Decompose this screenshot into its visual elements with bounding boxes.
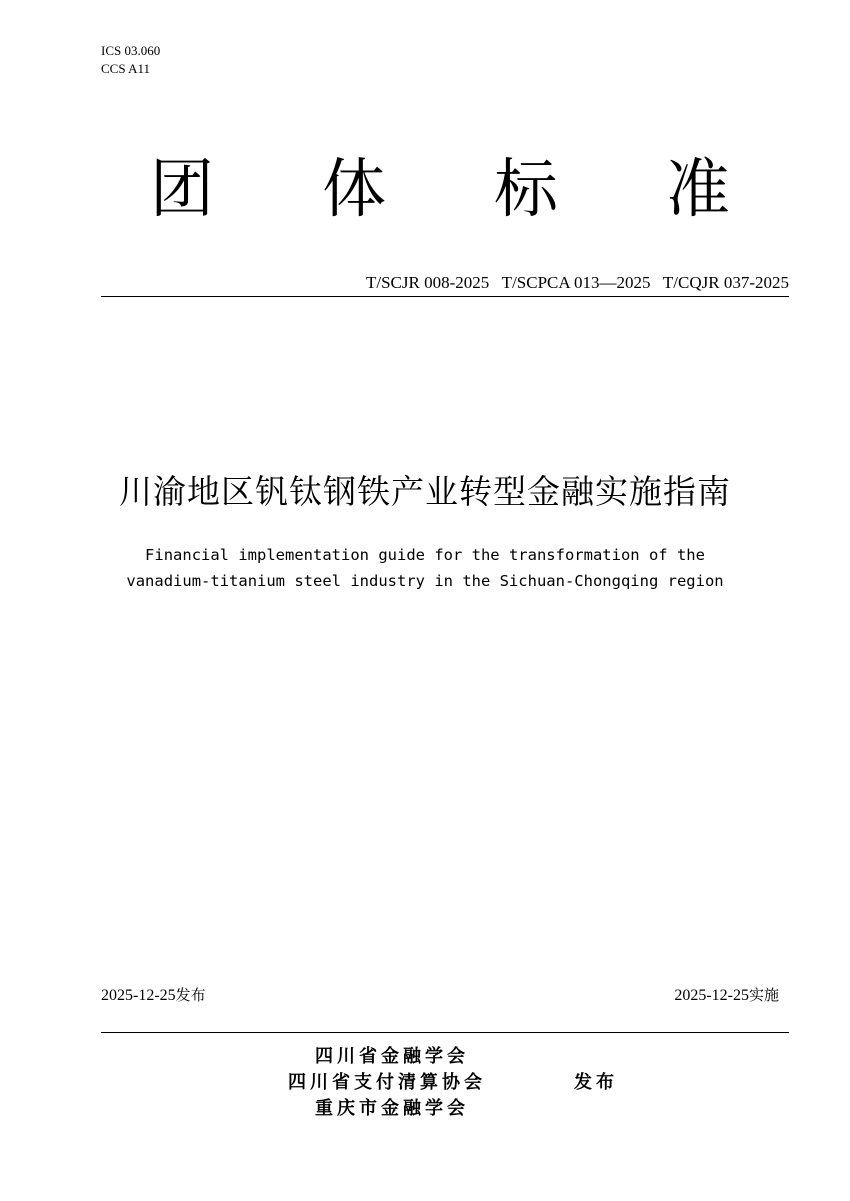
publisher-name: 四川省支付清算协会	[288, 1072, 486, 1093]
implementation-date-value: 2025-12-25	[674, 987, 749, 1004]
publisher-name: 四川省金融学会	[315, 1046, 469, 1067]
document-type-heading	[0, 152, 850, 232]
issue-date-value: 2025-12-25	[101, 987, 176, 1004]
classification-codes	[101, 42, 160, 78]
top-divider	[101, 296, 789, 297]
bottom-divider	[101, 1032, 789, 1033]
ccs-code: CCS A11	[101, 61, 151, 76]
issue-date-label: 发布	[175, 986, 206, 1004]
publisher-name: 重庆市金融学会	[315, 1098, 469, 1119]
doc-type-char: 准	[666, 153, 730, 227]
doc-type-char: 团	[150, 153, 214, 227]
doc-type-char: 体	[322, 153, 386, 227]
document-title-zh: 川渝地区钒钛钢铁产业转型金融实施指南	[119, 472, 731, 511]
title-en-line-1: Financial implementation guide for the transformation of the	[145, 546, 705, 564]
implementation-date	[674, 984, 779, 1007]
publish-action: 发布	[574, 1072, 618, 1093]
implementation-date-label: 实施	[748, 986, 779, 1004]
document-title-en	[0, 542, 850, 594]
title-en-line-2: vanadium-titanium steel industry in the Sichuan-Chongqing region	[126, 572, 724, 590]
standard-numbers: T/SCJR 008-2025 T/SCPCA 013—2025 T/CQJR 037-2025	[365, 273, 789, 292]
ics-code: ICS 03.060	[101, 43, 161, 58]
doc-type-char: 标	[494, 153, 558, 227]
issue-date	[101, 984, 206, 1007]
